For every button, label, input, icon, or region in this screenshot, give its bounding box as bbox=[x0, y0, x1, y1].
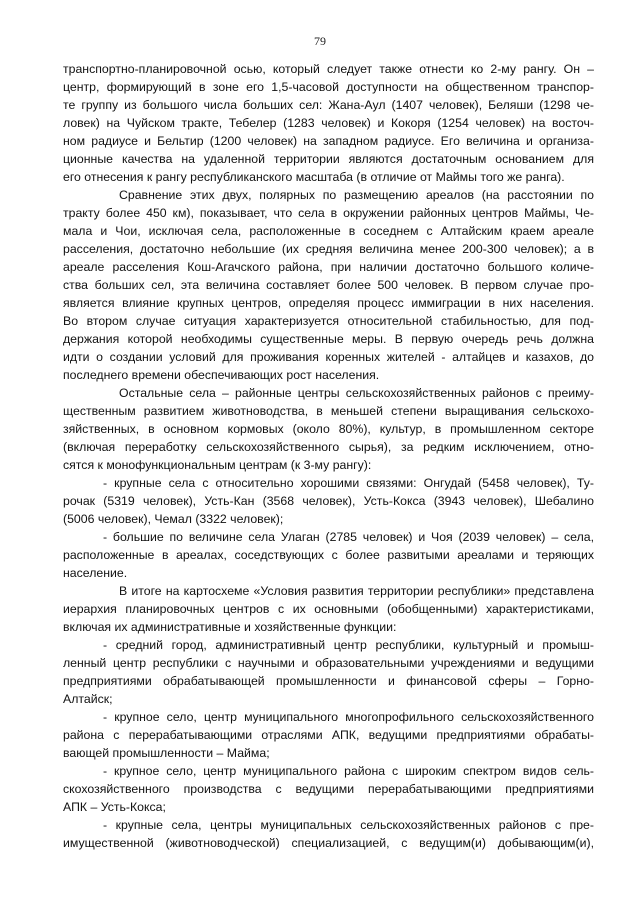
text-line: щественным развитием животноводства, в меньшей степени выращивания сельскохо- bbox=[63, 404, 594, 418]
text-line: зяйственных, в основном кормовых (около 80%), культур, в промышленном секторе bbox=[63, 422, 594, 436]
text-line: - крупные села, центры муниципальных сельскохозяйственных районов с пре- bbox=[103, 818, 594, 832]
text-line: сятся к монофункциональным центрам (к 3-му рангу): bbox=[63, 458, 372, 472]
text-line: включая их административные и хозяйственные функции: bbox=[63, 620, 397, 634]
body-text bbox=[63, 60, 594, 852]
text-line: тракту более 450 км), показывает, что села в окружении районных центров Маймы, Че- bbox=[63, 206, 594, 220]
text-line: население. bbox=[63, 566, 128, 580]
text-line: расселения, достаточно небольшие (их средняя величина менее 200-300 человек); а в bbox=[63, 242, 594, 256]
text-line: предприятиями обрабатывающей промышленности и финансовой сферы – Горно- bbox=[63, 674, 594, 688]
text-line: ционные качества на удаленной территории являются достаточным основанием для bbox=[63, 152, 594, 166]
text-line: - средний город, административный центр республики, культурный и промыш- bbox=[103, 638, 594, 652]
text-line: идти о создании условий для проживания коренных жителей - алтайцев и казахов, до bbox=[63, 350, 594, 364]
page-number: 79 bbox=[314, 34, 326, 48]
text-line: - крупные села с относительно хорошими связями: Онгудай (5458 человек), Ту- bbox=[103, 476, 594, 490]
text-line: Во втором случае ситуация характеризуется относительной стабильностью, для под- bbox=[63, 314, 594, 328]
text-line: те группу из большого числа больших сел: Жана-Аул (1407 человек), Беляши (1298 че- bbox=[63, 98, 594, 112]
text-line: В итоге на картосхеме «Условия развития территории республики» представлена bbox=[119, 584, 594, 598]
text-line: ленный центр республики с научными и образовательными учреждениями и ведущими bbox=[63, 656, 594, 670]
text-line: АПК – Усть-Кокса; bbox=[63, 800, 166, 814]
text-line: - крупное село, центр муниципального района с широким спектром видов сель- bbox=[103, 764, 594, 778]
text-line: - крупное село, центр муниципального многопрофильного сельскохозяйственного bbox=[103, 710, 594, 724]
text-line: является влияние крупных центров, определяя процесс иммиграции в них населения. bbox=[63, 296, 594, 310]
text-line: последнего времени обеспечивающих рост населения. bbox=[63, 368, 380, 382]
text-line: Остальные села – районные центры сельскохозяйственных районов с преиму- bbox=[119, 386, 594, 400]
text-line: (5006 человек), Чемал (3322 человек); bbox=[63, 512, 284, 526]
text-line: транспортно-планировочной осью, который следует также отнести ко 2-му рангу. Он – bbox=[63, 62, 594, 76]
text-line: расположенные в ареалах, соседствующих с более развитыми ареалами и теряющих bbox=[63, 548, 594, 562]
text-line: рочак (5319 человек), Усть-Кан (3568 человек), Усть-Кокса (3943 человек), Шебалино bbox=[63, 494, 594, 508]
text-line: ловек) на Чуйском тракте, Тебелер (1283 человек) и Кокоря (1254 человек) на восточ- bbox=[63, 116, 594, 130]
text-line: имущественной (животноводческой) специализацией, с ведущим(и) добывающим(и), bbox=[63, 836, 594, 850]
text-line: ареале расселения Кош-Агачского района, при наличии достаточно большого количе- bbox=[63, 260, 594, 274]
text-line: вающей промышленности – Майма; bbox=[63, 746, 270, 760]
text-line: района с перерабатывающими отраслями АПК, ведущими предприятиями обрабаты- bbox=[63, 728, 594, 742]
text-line: Сравнение этих двух, полярных по размещению ареалов (на расстоянии по bbox=[119, 188, 594, 202]
text-line: - большие по величине села Улаган (2785 человек) и Чоя (2039 человек) – села, bbox=[103, 530, 594, 544]
text-line: центр, формирующий в зоне его 1,5-часовой доступности на общественном транспор- bbox=[63, 80, 594, 94]
text-line: мала и Чои, исключая села, расположенные в соседнем с Алтайским краем ареале bbox=[63, 224, 594, 238]
text-line: его отнесения к рангу республиканского масштаба (в отличие от Маймы того же ранга). bbox=[63, 170, 565, 184]
text-line: (включая переработку сельскохозяйственного сырья), за редким исключением, отно- bbox=[63, 440, 594, 454]
text-line: скохозяйственного производства с ведущими перерабатывающими предприятиями bbox=[63, 782, 594, 796]
text-line: ства больших сел, эта величина составляет более 500 человек. В первом случае про- bbox=[63, 278, 594, 292]
text-line: Алтайск; bbox=[63, 692, 113, 706]
text-line: держания которой необходимы существенные меры. В первую очередь речь должна bbox=[63, 332, 594, 346]
text-line: иерархия планировочных центров с их основными (обобщенными) характеристиками, bbox=[63, 602, 594, 616]
text-line: ном радиусе и Бельтир (1200 человек) на западном радиусе. Его величина и организа- bbox=[63, 134, 594, 148]
